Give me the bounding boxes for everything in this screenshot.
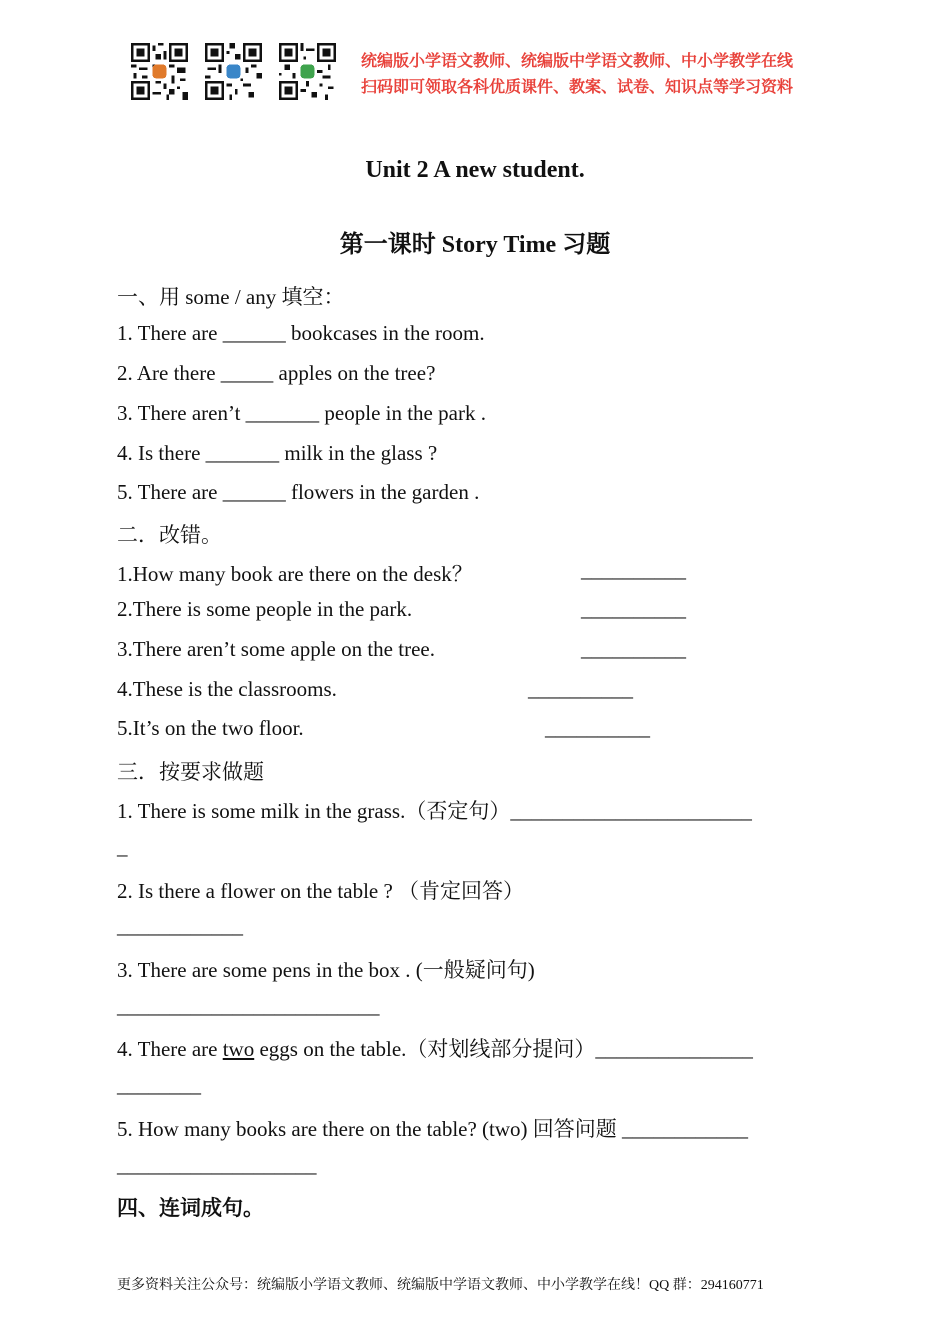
- section-1-item-5: 5. There are ______ flowers in the garden .: [117, 480, 480, 504]
- section-4-heading: 四、连词成句。: [117, 1196, 264, 1220]
- section-1-item-1: 1. There are ______ bookcases in the room.: [117, 321, 485, 345]
- section-3-heading: 三．按要求做题: [117, 760, 264, 784]
- header-banner-line-1: 统编版小学语文教师、统编版中学语文教师、中小学教学在线: [361, 51, 794, 70]
- question-4-underlined-word: two: [222, 1037, 255, 1061]
- section-3-question-3: 3. There are some pens in the box . (一般疑问句): [117, 958, 535, 982]
- section-2-item-2: 2.There is some people in the park.: [117, 597, 413, 621]
- section-1-item-3: 3. There aren’t _______ people in the park .: [117, 401, 486, 425]
- question-4-suffix: eggs on the table.（对划线部分提问）_______________: [254, 1037, 753, 1061]
- header-banner-line-2: 扫码即可领取各科优质课件、教案、试卷、知识点等学习资料: [361, 77, 794, 96]
- section-3-question-2-answer-line: ____________: [117, 914, 243, 938]
- page-footer: 更多资料关注公众号：统编版小学语文教师、统编版中学语文教师、中小学教学在线！QQ 群：294160771: [117, 1278, 764, 1293]
- section-3-question-4-continuation: ________: [117, 1073, 201, 1097]
- qr-code-2: [205, 43, 262, 100]
- qr-code-1: [131, 43, 188, 100]
- section-2-item-1: 1.How many book are there on the desk？: [117, 562, 473, 586]
- section-2-item-5: 5.It’s on the two floor.: [117, 716, 304, 740]
- qr-code-3: [279, 43, 336, 100]
- section-3-question-5-continuation: ___________________: [117, 1153, 317, 1177]
- section-2-answer-blank-4: __________: [528, 677, 633, 701]
- section-3-question-1-continuation: _: [117, 835, 128, 859]
- section-3-question-1: 1. There is some milk in the grass.（否定句）_______________________: [117, 799, 752, 823]
- section-2-heading: 二．改错。: [117, 523, 222, 547]
- section-2-answer-blank-5: __________: [545, 716, 650, 740]
- section-3-question-5: 5. How many books are there on the table? (two) 回答问题 ____________: [117, 1117, 749, 1141]
- document-subtitle: 第一课时 Story Time 习题: [339, 232, 611, 258]
- question-4-prefix: 4. There are: [117, 1037, 223, 1061]
- section-2-answer-blank-3: __________: [581, 637, 686, 661]
- section-1-item-4: 4. Is there _______ milk in the glass ?: [117, 441, 438, 465]
- section-1-item-2: 2. Are there _____ apples on the tree?: [117, 361, 436, 385]
- document-title: Unit 2 A new student.: [365, 157, 585, 183]
- section-1-heading: 一、用 some / any 填空：: [117, 285, 345, 309]
- section-3-question-2: 2. Is there a flower on the table ? （肯定回答）: [117, 879, 525, 903]
- section-3-question-3-answer-line: _________________________: [117, 994, 380, 1018]
- section-2-answer-blank-1: __________: [581, 558, 686, 582]
- section-2-item-3: 3.There aren’t some apple on the tree.: [117, 637, 435, 661]
- section-2-item-4: 4.These is the classrooms.: [117, 677, 337, 701]
- section-2-answer-blank-2: __________: [581, 597, 686, 621]
- section-3-question-4: [117, 1033, 753, 1063]
